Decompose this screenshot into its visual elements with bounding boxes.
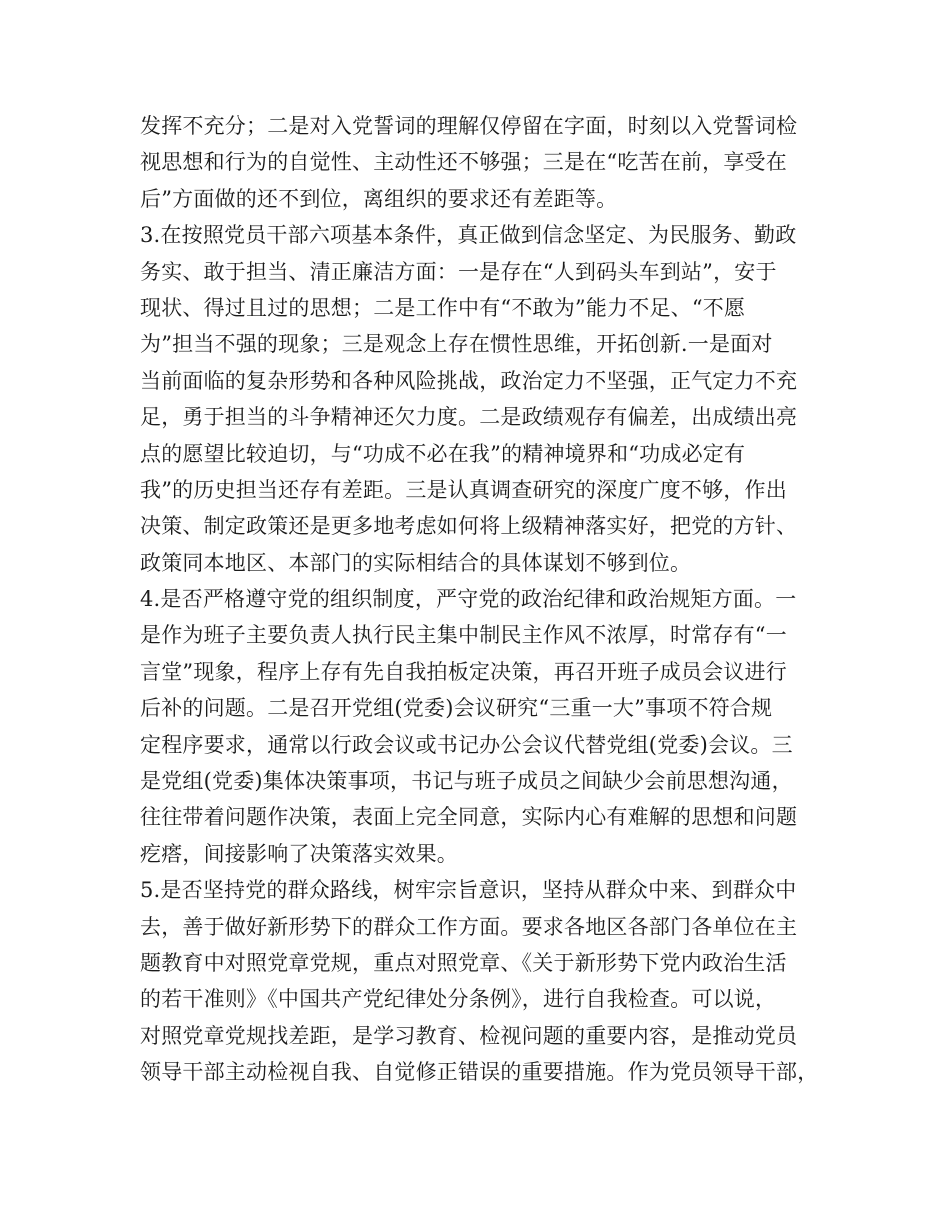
text-line: 4.是否严格遵守党的组织制度，严守党的政治纪律和政治规矩方面。一 — [140, 587, 797, 612]
text-line: 的若干准则》《中国共产党纪律处分条例》，进行自我检查。可以说， — [140, 987, 777, 1012]
body-text — [140, 108, 830, 1091]
text-line: 视思想和行为的自觉性、主动性还不够强；三是在“吃苦在前，享受在 — [140, 150, 787, 175]
text-line: 是党组(党委)集体决策事项，书记与班子成员之间缺少会前思想沟通， — [140, 769, 793, 794]
text-line: 对照党章党规找差距，是学习教育、检视问题的重要内容，是推动党员 — [140, 1023, 798, 1048]
text-line: 点的愿望比较迫切，与“功成不必在我”的精神境界和“功成必定有 — [140, 441, 746, 466]
text-line: 当前面临的复杂形势和各种风险挑战，政治定力不坚强，正气定力不充 — [140, 368, 798, 393]
text-line: 政策同本地区、本部门的实际相结合的具体谋划不够到位。 — [140, 550, 692, 575]
text-line: 发挥不充分；二是对入党誓词的理解仅停留在字面，时刻以入党誓词检 — [140, 114, 798, 138]
text-line: 为”担当不强的现象；三是观念上存在惯性思维，开拓创新.一是面对 — [140, 332, 773, 357]
text-line: 疙瘩，间接影响了决策落实效果。 — [140, 841, 458, 866]
text-line: 定程序要求，通常以行政会议或书记办公会议代替党组(党委)会议。三 — [140, 732, 793, 757]
text-line: 务实、敢于担当、清正廉洁方面：一是存在“人到码头车到站”，安于 — [140, 259, 777, 284]
text-line: 现状、得过且过的思想；二是工作中有“不敢为”能力不足、“不愿 — [140, 295, 746, 320]
text-line: 去，善于做好新形势下的群众工作方面。要求各地区各部门各单位在主 — [140, 914, 798, 939]
text-line: 往往带着问题作决策，表面上完全同意，实际内心有难解的思想和问题 — [140, 805, 798, 830]
text-line: 言堂”现象，程序上存有先自我拍板定决策，再召开班子成员会议进行 — [140, 659, 787, 684]
text-line: 领导干部主动检视自我、自觉修正错误的重要措施。作为党员领导干部， — [140, 1060, 819, 1085]
text-line: 5.是否坚持党的群众路线，树牢宗旨意识，坚持从群众中来、到群众中 — [140, 878, 797, 903]
text-line: 后”方面做的还不到位，离组织的要求还有差距等。 — [140, 186, 618, 211]
text-line: 3.在按照党员干部六项基本条件，真正做到信念坚定、为民服务、勤政 — [140, 223, 797, 248]
text-line: 后补的问题。二是召开党组(党委)会议研究“三重一大”事项不符合规 — [140, 696, 773, 721]
text-line: 是作为班子主要负责人执行民主集中制民主作风不浓厚，时常存有“一 — [140, 623, 787, 648]
text-line: 我”的历史担当还存有差距。三是认真调查研究的深度广度不够，作出 — [140, 477, 787, 502]
text-line: 足，勇于担当的斗争精神还欠力度。二是政绩观存有偏差，出成绩出亮 — [140, 405, 798, 430]
text-line: 决策、制定政策还是更多地考虑如何将上级精神落实好，把党的方针、 — [140, 514, 798, 539]
text-line: 题教育中对照党章党规，重点对照党章、《关于新形势下党内政治生活 — [140, 950, 787, 975]
